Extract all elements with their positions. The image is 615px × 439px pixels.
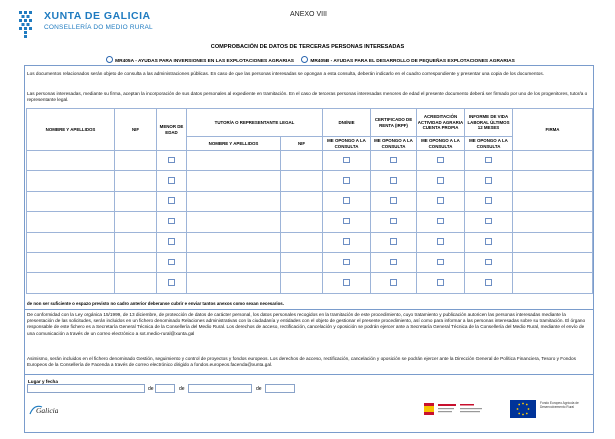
ministry-emblem-icon: [424, 401, 486, 417]
intro-paragraph-2: Las personas interesadas, mediante su firma, aceptan la incorporación de sus datos personales al expediente en tramitación. En el caso de terceras personas interesadas menores de edad el presente documento deberá ser firmado por uno de los progenitores, tutor/a o representante legal.: [27, 91, 588, 103]
galicia-footer-logo: [28, 402, 58, 416]
signature-cell[interactable]: [513, 273, 593, 293]
divider: [24, 309, 594, 310]
option-label-mr405a: MR405A - AYUDAS PARA INVERSIONES EN LAS EXPLOTACIONES AGRARIAS: [115, 59, 294, 64]
table-row: [27, 191, 593, 211]
minor-checkbox[interactable]: [168, 157, 175, 164]
option-radio-mr405b[interactable]: [301, 56, 308, 63]
european-funds-paragraph: Asimismo, serán incluidos en el fichero denominado Gestión, seguimiento y control de proyectos y fondos europeos. Los derechos de acceso, rectificación, cancelación y oposición se podrán ejercer ante la Dirección General de Política Financiera, Tesoro y Fondos Europeos de la Consellería de Facenda a través de correo electrónico dirigido a fondos.europeos.facenda@xunta.gal.: [27, 356, 576, 368]
de-label: de: [256, 386, 262, 392]
header-name: NOMBRE Y APELLIDOS: [27, 109, 115, 151]
oppose-dni-checkbox[interactable]: [343, 279, 350, 286]
nif-cell[interactable]: [115, 273, 157, 293]
oppose-dni-checkbox[interactable]: [343, 177, 350, 184]
oppose-acreditacion-checkbox[interactable]: [437, 279, 444, 286]
oppose-dni-checkbox[interactable]: [343, 238, 350, 245]
oppose-vida-laboral-checkbox[interactable]: [485, 157, 492, 164]
oppose-acreditacion-checkbox[interactable]: [437, 238, 444, 245]
header-acreditacion: ACREDITACIÓN ACTIVIDAD AGRARIA CUENTA PROPIA: [417, 109, 465, 137]
nif-cell[interactable]: [115, 232, 157, 252]
table-row: [27, 171, 593, 191]
tutor-nif-cell[interactable]: [281, 171, 323, 191]
oppose-dni-checkbox[interactable]: [343, 259, 350, 266]
header-renta: CERTIFICADO DE RENTA (IRPF): [371, 109, 417, 137]
header-minor: MENOR DE EDAD: [157, 109, 187, 151]
name-cell[interactable]: [27, 191, 115, 211]
header-firma: FIRMA: [513, 109, 593, 151]
nif-cell[interactable]: [115, 191, 157, 211]
oppose-renta-checkbox[interactable]: [390, 157, 397, 164]
minor-checkbox[interactable]: [168, 259, 175, 266]
oppose-label-acreditacion: ME OPONGO A LA CONSULTA: [417, 137, 465, 151]
oppose-vida-laboral-checkbox[interactable]: [485, 238, 492, 245]
header-tutor: TUTOR/A O REPRESENTANTE LEGAL: [187, 109, 323, 137]
oppose-label-renta: ME OPONGO A LA CONSULTA: [371, 137, 417, 151]
name-cell[interactable]: [27, 151, 115, 171]
header-tutor-nif: NIF: [281, 137, 323, 151]
table-row: [27, 151, 593, 171]
eu-flag-icon: [510, 400, 536, 418]
brand-name: XUNTA DE GALICIA: [44, 10, 151, 22]
oppose-renta-checkbox[interactable]: [390, 279, 397, 286]
oppose-vida-laboral-checkbox[interactable]: [485, 177, 492, 184]
tutor-name-cell[interactable]: [187, 232, 281, 252]
oppose-renta-checkbox[interactable]: [390, 197, 397, 204]
tutor-name-cell[interactable]: [187, 273, 281, 293]
tutor-nif-cell[interactable]: [281, 273, 323, 293]
nif-cell[interactable]: [115, 252, 157, 272]
eu-fund-text: Fondo Europeo Agrícola de Desenvolvemento Rural: [540, 401, 579, 409]
tutor-nif-cell[interactable]: [281, 191, 323, 211]
oppose-acreditacion-checkbox[interactable]: [437, 218, 444, 225]
signature-cell[interactable]: [513, 191, 593, 211]
minor-checkbox[interactable]: [168, 279, 175, 286]
option-label-mr405b: MR405B - AYUDAS PARA EL DESARROLLO DE PEQUEÑAS EXPLOTACIONES AGRARIAS: [310, 59, 515, 64]
year-input[interactable]: [265, 384, 295, 393]
name-cell[interactable]: [27, 232, 115, 252]
signature-cell[interactable]: [513, 212, 593, 232]
minor-checkbox[interactable]: [168, 197, 175, 204]
oppose-renta-checkbox[interactable]: [390, 259, 397, 266]
annex-label: ANEXO VIII: [290, 11, 327, 18]
table-row: [27, 212, 593, 232]
eu-fund-logo: [510, 399, 594, 419]
tutor-nif-cell[interactable]: [281, 232, 323, 252]
tutor-nif-cell[interactable]: [281, 151, 323, 171]
oppose-acreditacion-checkbox[interactable]: [437, 197, 444, 204]
procedure-options: [0, 56, 615, 64]
spanish-government-logos: [424, 401, 486, 417]
oppose-renta-checkbox[interactable]: [390, 238, 397, 245]
header-tutor-name: NOMBRE Y APELLIDOS: [187, 137, 281, 151]
galicia-footer-text: Galicia: [36, 406, 58, 415]
place-input[interactable]: [27, 384, 145, 393]
document-title: COMPROBACIÓN DE DATOS DE TERCERAS PERSONAS INTERESADAS: [210, 44, 405, 50]
header-dni: DNI/NIE: [323, 109, 371, 137]
minor-checkbox[interactable]: [168, 218, 175, 225]
minor-checkbox[interactable]: [168, 177, 175, 184]
tutor-nif-cell[interactable]: [281, 212, 323, 232]
department-name: CONSELLERÍA DO MEDIO RURAL: [44, 24, 153, 31]
oppose-vida-laboral-checkbox[interactable]: [485, 218, 492, 225]
oppose-renta-checkbox[interactable]: [390, 177, 397, 184]
tutor-nif-cell[interactable]: [281, 252, 323, 272]
oppose-dni-checkbox[interactable]: [343, 218, 350, 225]
table-row: [27, 273, 593, 293]
name-cell[interactable]: [27, 273, 115, 293]
name-cell[interactable]: [27, 252, 115, 272]
table-row: [27, 252, 593, 272]
data-protection-paragraph: De conformidad con la Ley orgánica 15/1999, de 13 diciembre, de protección de datos de carácter personal, los datos personales recogidos en la tramitación de este procedimiento, cuyo tratamiento y publicación autoricen las personas interesadas mediante la presentación de las solicitudes, serán incluidos en un fichero denominado Relaciones administrativas con la ciudadanía y entidades con el objeto de gestionar el presente procedimiento, así como para informar a las personas interesadas sobre su tramitación. El órgano responsable de este fichero es a Secretaría General Técnica de la Consellería del Medio Rural. Los derechos de acceso, rectificación, cancelación y oposición se podrán ejercer ante a Secretaría General Técnica de la Consellería del Medio Rural, mediante el envío de una comunicación a través de un correo electrónico a sxt.medio-rural@xunta.gal: [27, 312, 586, 336]
table-row: [27, 232, 593, 252]
nif-cell[interactable]: [115, 171, 157, 191]
day-input[interactable]: [155, 384, 175, 393]
oppose-acreditacion-checkbox[interactable]: [437, 177, 444, 184]
nif-cell[interactable]: [115, 212, 157, 232]
tutor-name-cell[interactable]: [187, 151, 281, 171]
signature-cell[interactable]: [513, 151, 593, 171]
oppose-vida-laboral-checkbox[interactable]: [485, 279, 492, 286]
signature-cell[interactable]: [513, 171, 593, 191]
tutor-name-cell[interactable]: [187, 252, 281, 272]
header-vida-laboral: INFORME DE VIDA LABORAL ÚLTIMOS 12 MESES: [465, 109, 513, 137]
oppose-vida-laboral-checkbox[interactable]: [485, 197, 492, 204]
oppose-dni-checkbox[interactable]: [343, 157, 350, 164]
oppose-acreditacion-checkbox[interactable]: [437, 259, 444, 266]
header-nif: NIF: [115, 109, 157, 151]
signature-cell[interactable]: [513, 232, 593, 252]
tutor-name-cell[interactable]: [187, 191, 281, 211]
galicia-coat-of-arms-logo: [18, 10, 38, 40]
signature-cell[interactable]: [513, 252, 593, 272]
tutor-name-cell[interactable]: [187, 212, 281, 232]
place-date-label: Lugar y fecha: [28, 379, 58, 384]
option-radio-mr405a[interactable]: [106, 56, 113, 63]
nif-cell[interactable]: [115, 151, 157, 171]
third-parties-table: [26, 108, 593, 294]
de-label: de: [179, 386, 185, 392]
oppose-renta-checkbox[interactable]: [390, 218, 397, 225]
minor-checkbox[interactable]: [168, 238, 175, 245]
oppose-dni-checkbox[interactable]: [343, 197, 350, 204]
oppose-label-vida-laboral: ME OPONGO A LA CONSULTA: [465, 137, 513, 151]
intro-paragraph-1: Los documentos relacionados serán objeto de consulta a las administraciones públicas. En caso de que las personas interesadas se opongan a esta consulta, deberán indicarlo en el cuadro correspondiente y presentar una copia de los documentos.: [27, 71, 544, 76]
name-cell[interactable]: [27, 212, 115, 232]
name-cell[interactable]: [27, 171, 115, 191]
month-input[interactable]: [188, 384, 252, 393]
oppose-vida-laboral-checkbox[interactable]: [485, 259, 492, 266]
extra-annex-note: de non ser suficiente o espazo previsto no cadro anterior deberanse cubrir e enviar tantos anexos como sexan necesarios.: [27, 301, 284, 306]
de-label: de: [148, 386, 154, 392]
oppose-label-dni: ME OPONGO A LA CONSULTA: [323, 137, 371, 151]
oppose-acreditacion-checkbox[interactable]: [437, 157, 444, 164]
tutor-name-cell[interactable]: [187, 171, 281, 191]
divider: [24, 374, 594, 375]
